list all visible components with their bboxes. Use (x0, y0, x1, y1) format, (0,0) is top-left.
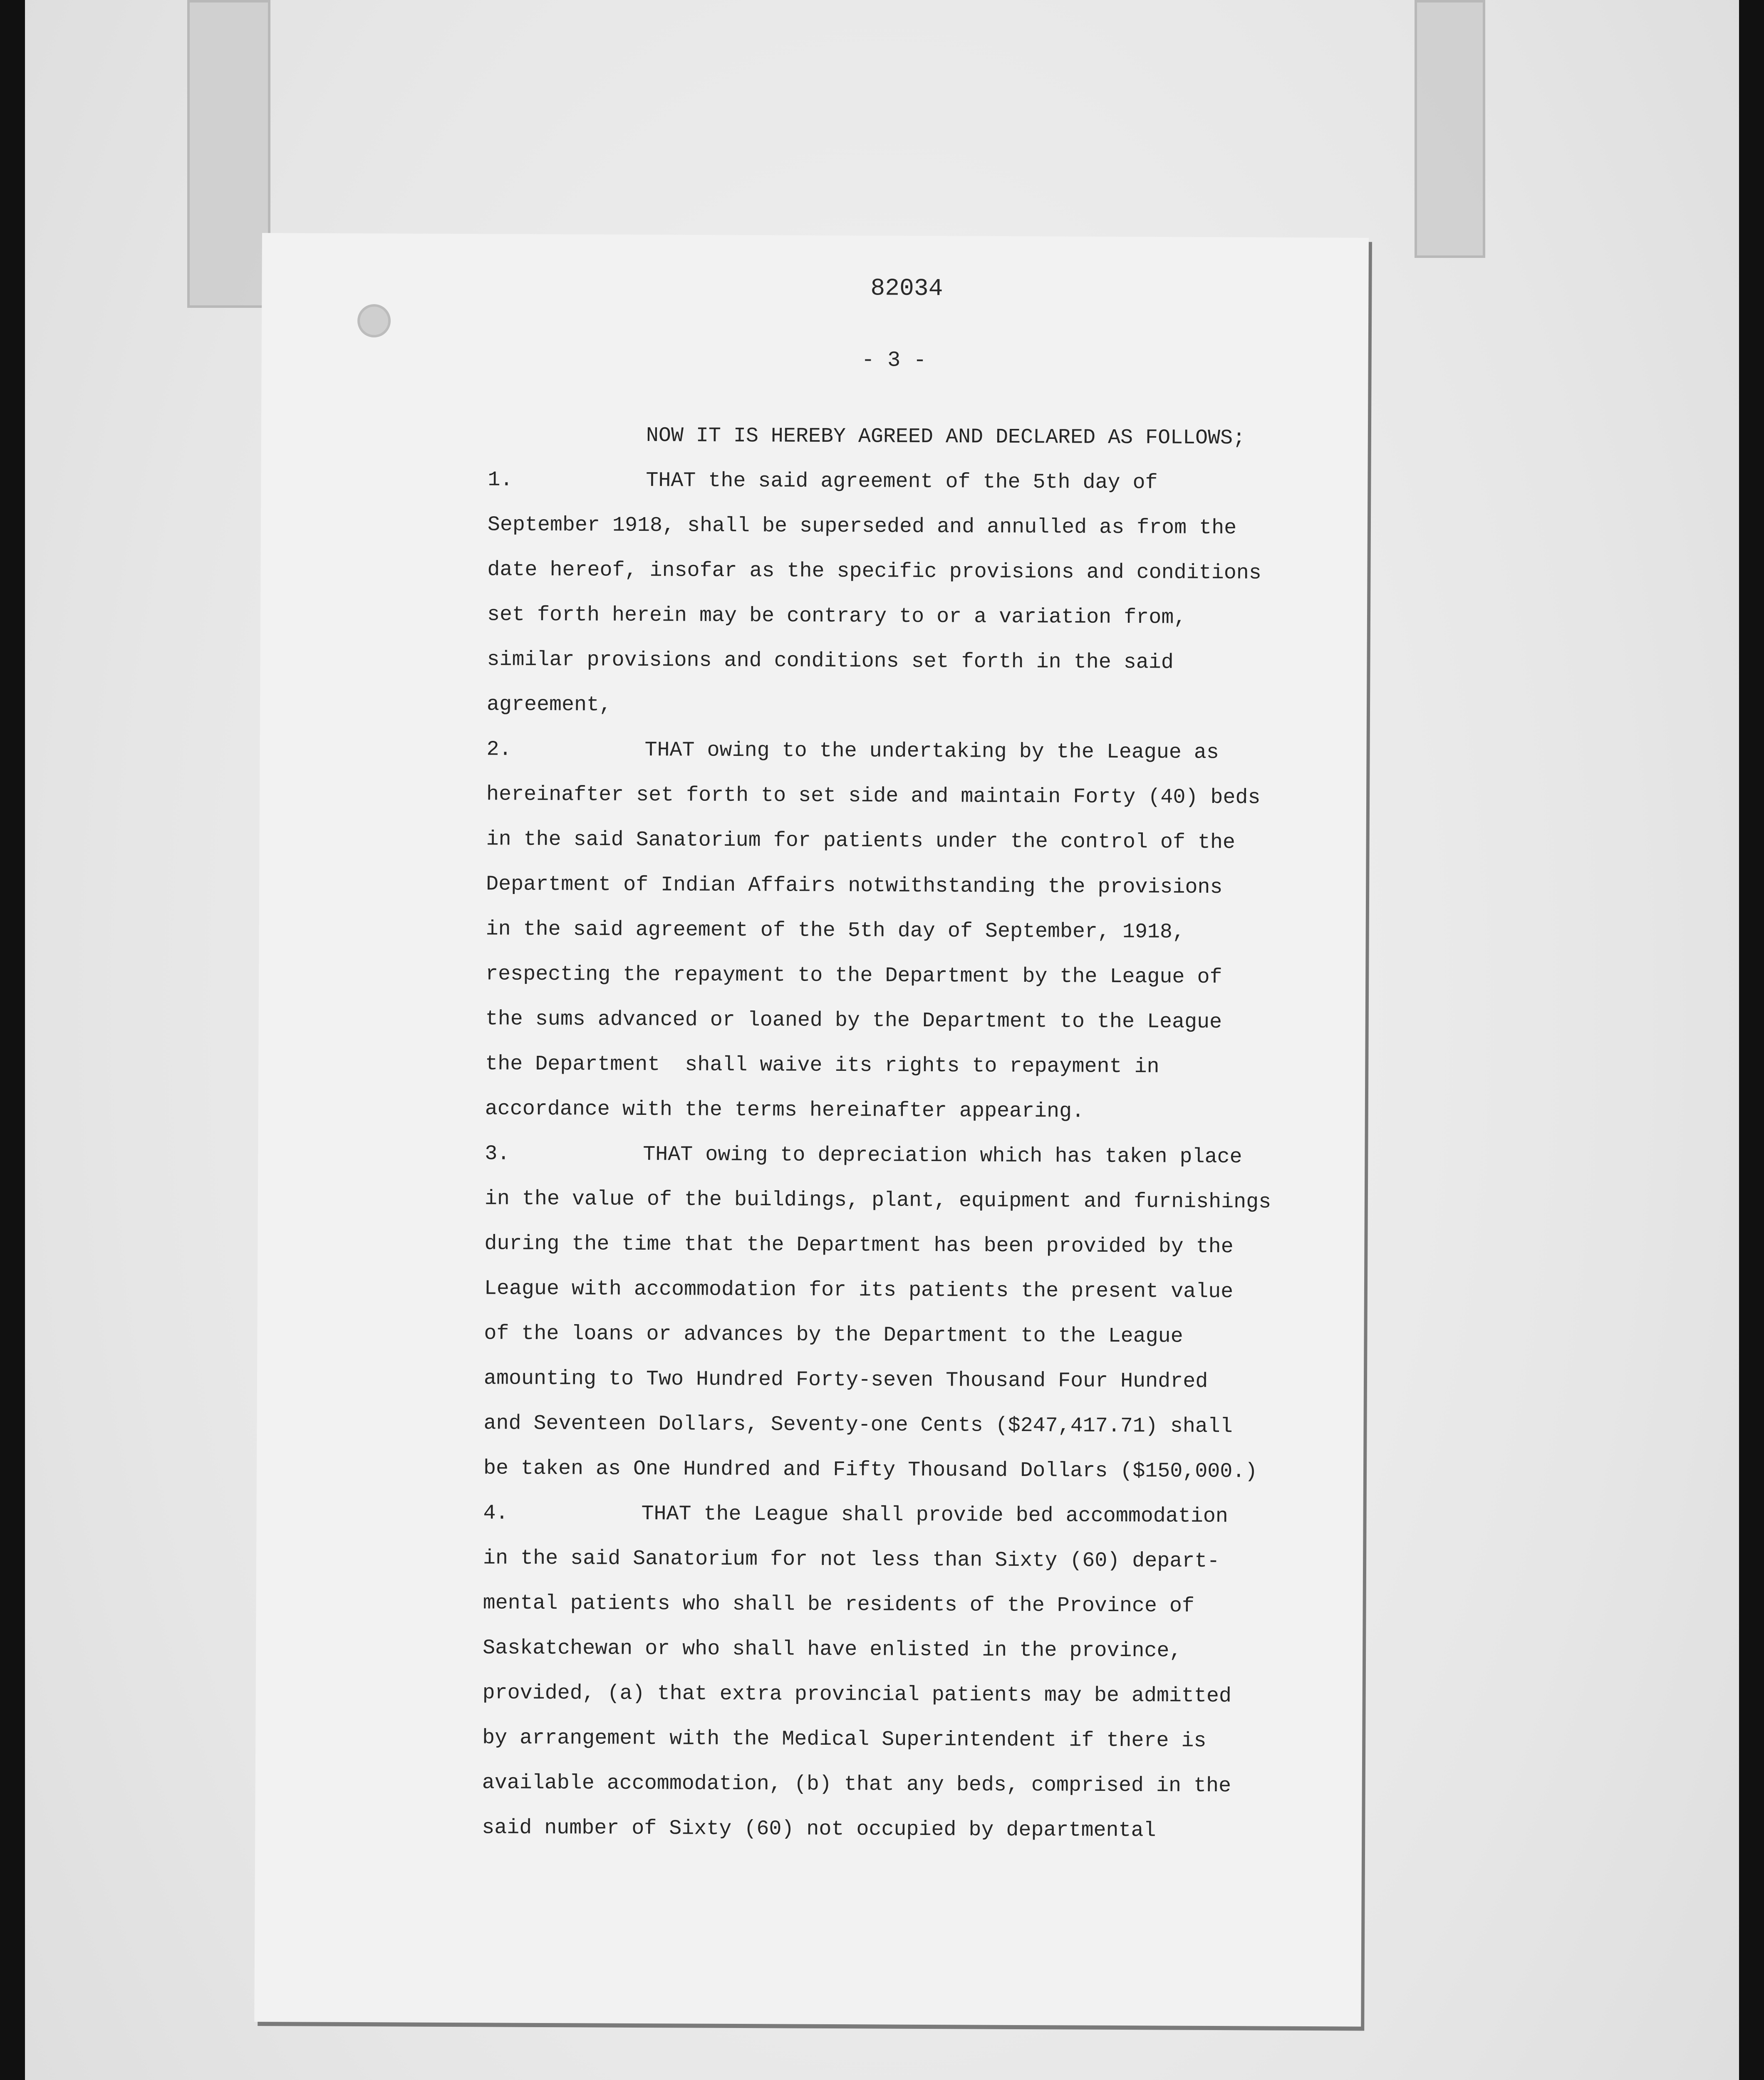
text-line: 3. THAT owing to depreciation which has taken place (485, 1132, 1317, 1180)
text-line: set forth herein may be contrary to or a variation from, (487, 603, 1187, 630)
text-line: 2. THAT owing to the undertaking by the League as (486, 727, 1318, 776)
document-body (482, 413, 1320, 1854)
text-line: mental patients who shall be residents of the Province of (483, 1591, 1195, 1618)
film-edge-right (1739, 0, 1764, 2080)
text-line: accordance with the terms hereinafter appearing. (485, 1097, 1085, 1124)
text-line: in the said Sanatorium for patients under the control of the (486, 827, 1236, 855)
text-line: the sums advanced or loaned by the Department to the League (485, 1007, 1222, 1035)
text-line: in the said agreement of the 5th day of September, 1918, (486, 917, 1185, 944)
text-line: respecting the repayment to the Department by the League of (486, 962, 1222, 990)
text-line: the Department shall waive its rights to repayment in (485, 1052, 1159, 1079)
punch-hole (357, 304, 391, 337)
text-line: 4. THAT the League shall provide bed accommodation (483, 1491, 1315, 1540)
text-line: said number of Sixty (60) not occupied by departmental (482, 1816, 1156, 1843)
text-line: Department of Indian Affairs notwithstanding the provisions (486, 872, 1223, 900)
text-line: date hereof, insofar as the specific provisions and conditions (487, 558, 1261, 585)
clause-number: 4. (483, 1501, 508, 1525)
text-line: 1. THAT the said agreement of the 5th day of (488, 458, 1320, 506)
tape-strip (187, 0, 270, 308)
page-number: - 3 - (861, 348, 927, 373)
text-line: agreement, (486, 693, 612, 717)
clause-number: 1. (488, 468, 513, 492)
text-line: similar provisions and conditions set forth in the said (487, 648, 1174, 675)
text-line: League with accommodation for its patients the present value (484, 1277, 1234, 1304)
document-page (254, 233, 1369, 2027)
text-line: available accommodation, (b) that any beds, comprised in the (482, 1771, 1231, 1798)
clause-number: 3. (485, 1142, 510, 1166)
text-line: in the value of the buildings, plant, equipment and furnishings (484, 1187, 1271, 1214)
text-line: amounting to Two Hundred Forty-seven Thousand Four Hundred (483, 1367, 1208, 1394)
text-line: provided, (a) that extra provincial patients may be admitted (482, 1681, 1232, 1709)
text-line: by arrangement with the Medical Superintendent if there is (482, 1726, 1207, 1753)
text-line: during the time that the Department has been provided by the (484, 1232, 1234, 1259)
text-line: in the said Sanatorium for not less than Sixty (60) depart- (483, 1546, 1220, 1574)
text-line: Saskatchewan or who shall have enlisted in the province, (483, 1636, 1182, 1663)
document-heading: NOW IT IS HEREBY AGREED AND DECLARED AS FOLLOWS; (646, 424, 1246, 451)
text-line: be taken as One Hundred and Fifty Thousand Dollars ($150,000.) (483, 1456, 1258, 1484)
tape-strip (1415, 0, 1485, 258)
clause-number: 2. (486, 738, 512, 762)
document-number: 82034 (870, 275, 943, 303)
film-edge-left (0, 0, 25, 2080)
text-line: and Seventeen Dollars, Seventy-one Cents ($247,417.71) shall (483, 1411, 1233, 1439)
text-line: September 1918, shall be superseded and annulled as from the (487, 513, 1237, 540)
text-line: of the loans or advances by the Department to the League (484, 1322, 1183, 1349)
text-line: hereinafter set forth to set side and maintain Forty (40) beds (486, 782, 1261, 810)
